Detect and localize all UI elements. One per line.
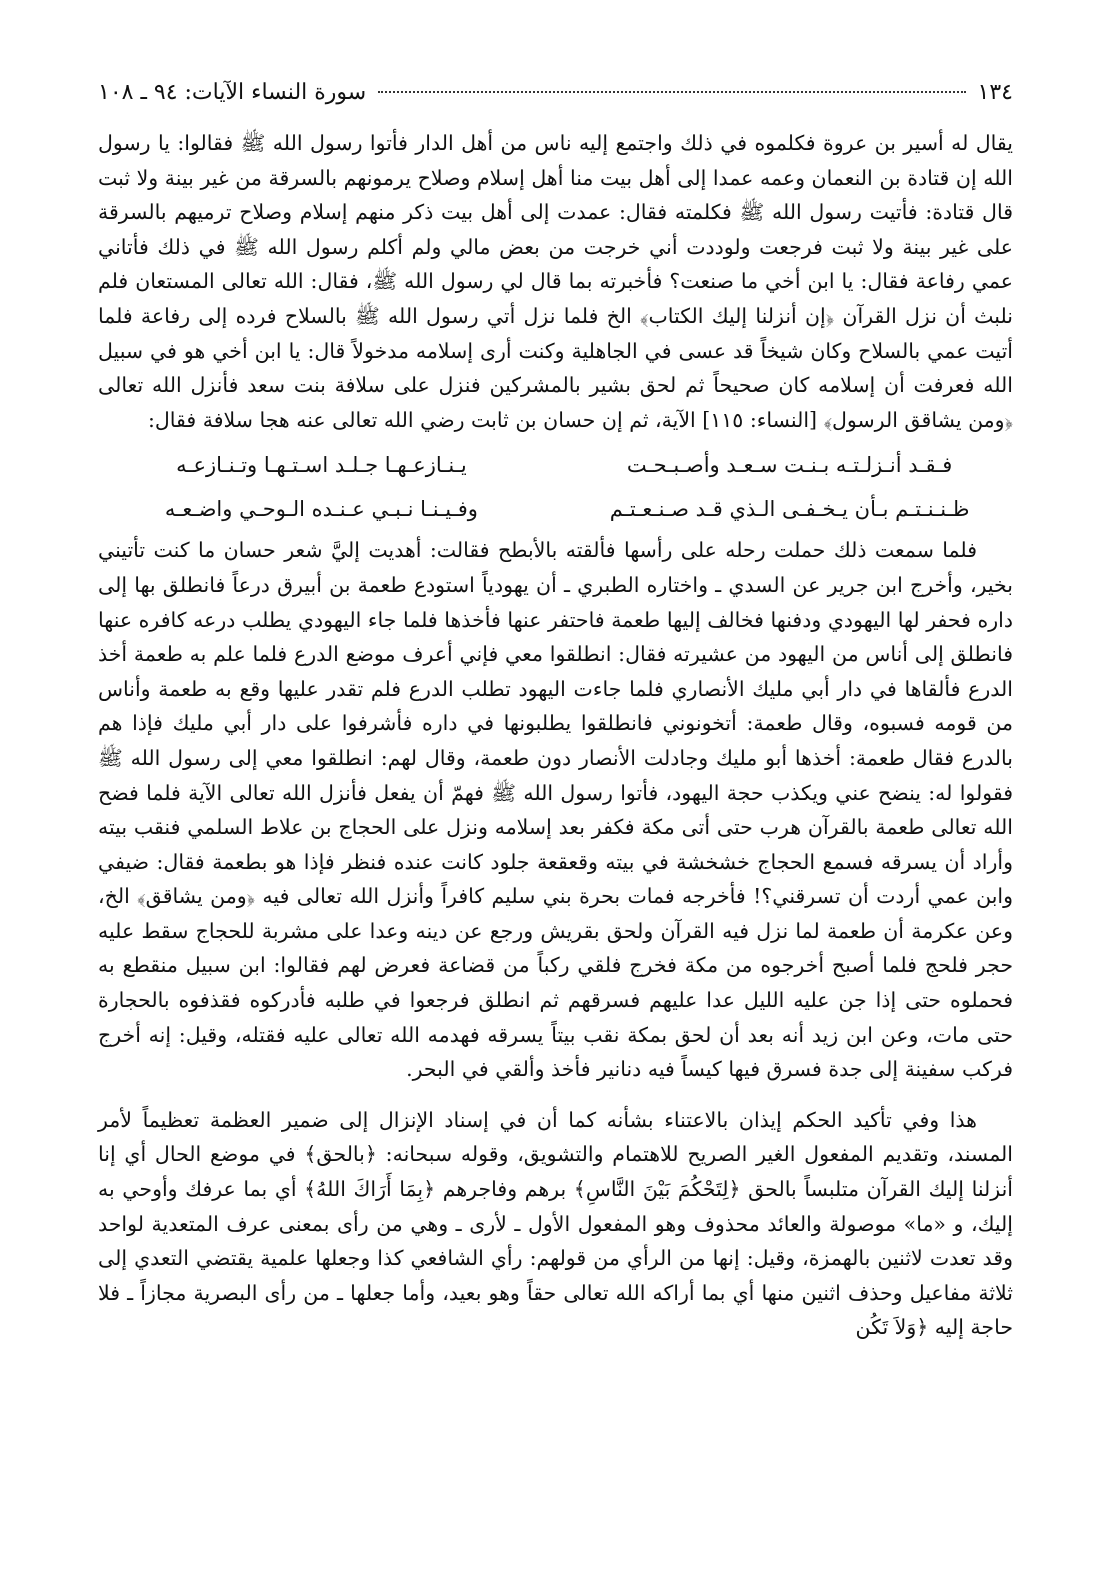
poetry-hemistich-second: يـنـازعـهـا جـلـد اسـتـهـا وتـنـازعـه — [176, 453, 467, 478]
poetry-line — [122, 487, 989, 531]
book-page — [98, 80, 1013, 1345]
poetry-hemistich-first: ظـنـنـتـم بـأن يـخـفـى الـذي قـد صـنـعـتـم — [609, 497, 970, 522]
paragraph-1: يقال له أسير بن عروة فكلموه في ذلك واجتمع إليه ناس من أهل الدار فأتوا رسول الله ﷺ فقالوا: يا رسول الله إن قتادة بن النعمان وعمه عمدا إلى أهل بيت منا أهل إسلام وصلاح يرمونهم بالسرقة من غير بينة ولا ثبت قال قتادة: فأتيت رسول الله ﷺ فكلمته فقال: عمدت إلى أهل بيت ذكر منهم إسلام وصلاح ترميهم بالسرقة على غير بينة ولا ثبت فرجعت ولوددت أني خرجت من بعض مالي ولم أكلم رسول الله ﷺ في ذلك فأتاني عمي رفاعة فقال: يا ابن أخي ما صنعت؟ فأخبرته بما قال لي رسول الله ﷺ، فقال: الله تعالى المستعان فلم نلبث أن نزل القرآن ﴿إن أنزلنا إليك الكتاب﴾ الخ فلما نزل أتي رسول الله ﷺ بالسلاح فرده إلى رفاعة فلما أتيت عمي بالسلاح وكان شيخاً قد عسى في الجاهلية وكنت أرى إسلامه مدخولاً قال: يا ابن أخي هو في سبيل الله فعرفت أن إسلامه كان صحيحاً ثم لحق بشير بالمشركين فنزل على سلافة بنت سعد فأنزل الله تعالى ﴿ومن يشاقق الرسول﴾ [النساء: ١١٥] الآية، ثم إن حسان بن ثابت رضي الله تعالى عنه هجا سلافة فقال: — [98, 131, 1013, 432]
header-dotted-leader — [378, 91, 965, 93]
page-number: ١٣٤ — [977, 80, 1013, 105]
chapter-title: سورة النساء الآيات: ٩٤ ـ ١٠٨ — [98, 80, 367, 105]
running-header — [98, 80, 1013, 126]
paragraph-2 — [98, 533, 1013, 1087]
poetry-hemistich-second: وفـيـنـا نـبـي عـنـده الـوحـي واضـعـه — [164, 497, 478, 522]
poetry-block — [98, 443, 1013, 531]
poetry-hemistich-first: فـقـد أنـزلـتـه بـنـت سـعـد وأصـبـحـت — [626, 453, 953, 478]
paragraph-2-text: فلما سمعت ذلك حملت رحله على رأسها فألقته بالأبطح فقالت: أهديت إليَّ شعر حسان ما كنت تأتيني بخير، وأخرج ابن جرير عن السدي ـ واختاره الطبري ـ أن يهودياً استودع طعمة بن أبيرق درعاً فانطلق بها إلى داره فحفر لها اليهودي ودفنها فخالف إليها طعمة فاحتفر عنها فأخذها فلما جاء اليهودي يطلب درعه كافره عنها فانطلق إلى أناس من اليهود من عشيرته فقال: انطلقوا معي فإني أعرف موضع الدرع فلما علم به طعمة أخذ الدرع فألقاها في دار أبي مليك الأنصاري فلما جاءت اليهود تطلب الدرع فلم تقدر عليها وقع به طعمة وأناس من قومه فسبوه، وقال طعمة: أتخونوني فانطلقوا يطلبونها في داره فأشرفوا على دار أبي مليك فإذا هم بالدرع فقال طعمة: أخذها أبو مليك وجادلت الأنصار دون طعمة، وقال لهم: انطلقوا معي إلى رسول الله ﷺ فقولوا له: ينضح عني ويكذب حجة اليهود، فأتوا رسول الله ﷺ فهمّ أن يفعل فأنزل الله تعالى الآية فلما فضح الله تعالى طعمة بالقرآن هرب حتى أتى مكة فكفر بعد إسلامه ونزل على الحجاج بن علاط السلمي فنقب بيته وأراد أن يسرقه فسمع الحجاج خشخشة في بيته وقعقعة جلود كانت عنده فنظر فإذا هو بطعمة فقال: ضيفي وابن عمي أردت أن تسرقني؟! فأخرجه فمات بحرة بني سليم كافراً وأنزل الله تعالى فيه ﴿ومن يشاقق﴾ الخ، وعن عكرمة أن طعمة لما نزل فيه القرآن ولحق بقريش ورجع عن دينه وعدا على مشربة للحجاج سقط عليه حجر فلحج فلما أصبح أخرجوه من مكة فخرج فلقي ركباً من قضاعة فعرض لهم فقالوا: ابن سبيل منقطع به فحملوه حتى إذا جن عليه الليل عدا عليهم فسرقهم ثم انطلق فرجعوا في طلبه فأدركوه فقذفوه بالحجارة حتى مات، وعن ابن زيد أنه بعد أن لحق بمكة نقب بيتاً يسرقه فهدمه الله تعالى عليه فقتله، وقيل: إنه أخرج فركب سفينة إلى جدة فسرق فيها كيساً فيه دنانير فأخذ وألقي في البحر. — [98, 538, 1013, 1082]
paragraph-3 — [98, 1103, 1013, 1345]
poetry-line — [122, 443, 989, 487]
paragraph-3-text: هذا وفي تأكيد الحكم إيذان بالاعتناء بشأنه كما أن في إسناد الإنزال إلى ضمير العظمة تعظيماً لأمر المسند، وتقديم المفعول الغير الصريح للاهتمام والتشويق، وقوله سبحانه: ﴿بالحق﴾ في موضع الحال أي إنا أنزلنا إليك القرآن متلبساً بالحق ﴿لِتَحْكُمَ بَيْنَ النَّاسِ﴾ برهم وفاجرهم ﴿بِمَا أَرَاكَ اللهُ﴾ أي بما عرفك وأوحي به إليك، و «ما» موصولة والعائد محذوف وهو المفعول الأول ـ لأرى ـ وهي من رأى بمعنى عرف المتعدية لواحد وقد تعدت لاثنين بالهمزة، وقيل: إنها من الرأي من قولهم: رأي الشافعي كذا وجعلها علمية يقتضي التعدي إلى ثلاثة مفاعيل وحذف اثنين منها أي بما أراكه الله تعالى حقاً وهو بعيد، وأما جعلها ـ من رأى البصرية مجازاً ـ فلا حاجة إليه ﴿وَلاَ تَكُن — [98, 1107, 1013, 1340]
